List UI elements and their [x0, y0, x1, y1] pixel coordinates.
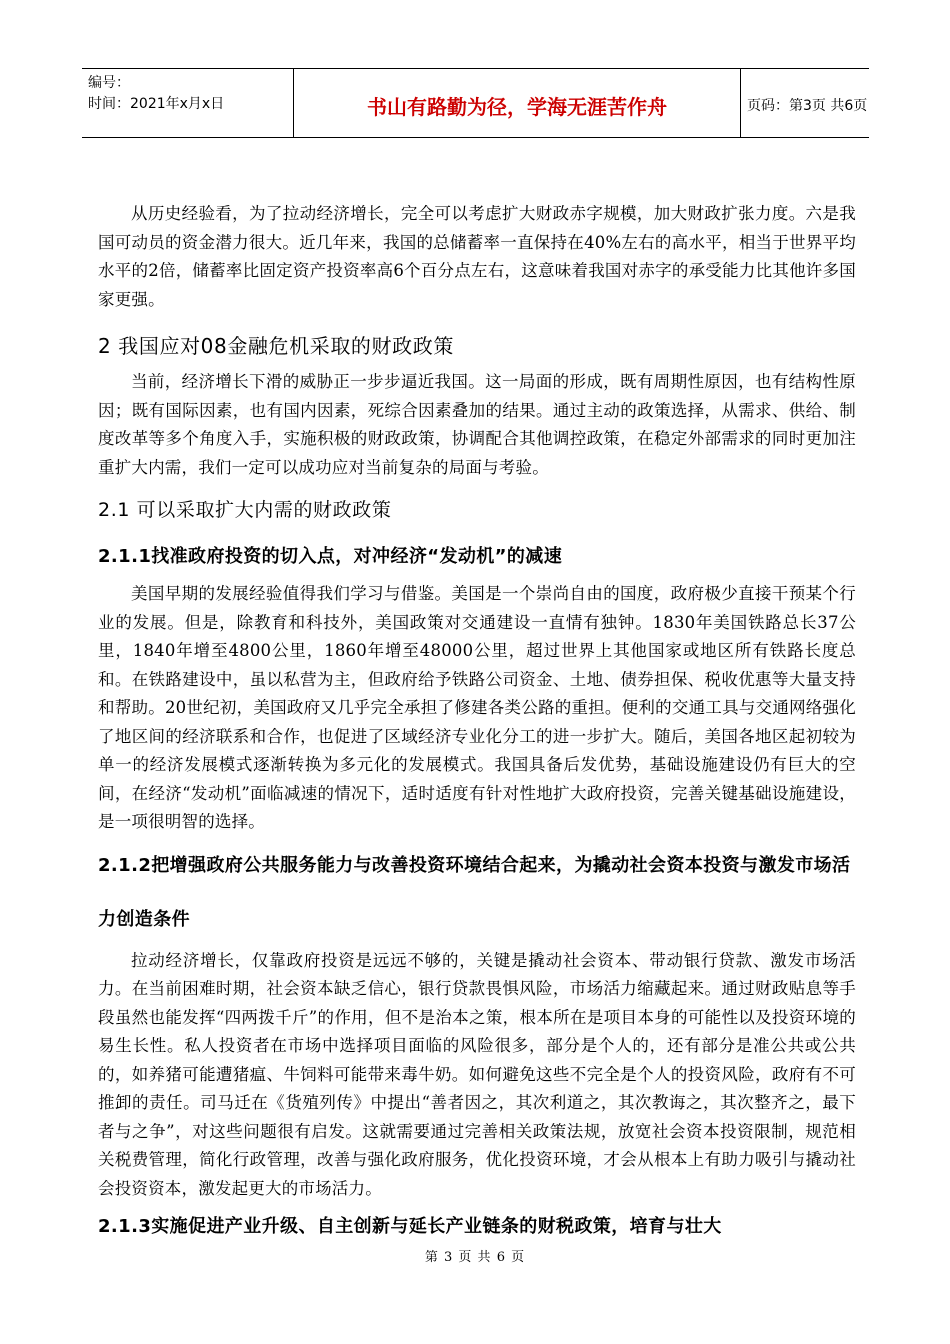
section-heading-2-1-2: 2.1.2把增强政府公共服务能力与改善投资环境结合起来，为撬动社会资本投资与激发市场活力创造条件 [98, 854, 851, 930]
section-heading-2-1-3: 2.1.3实施促进产业升级、自主创新与延长产业链条的财税政策，培育与壮大 [98, 1216, 722, 1237]
header-page-label: 页码：第3页 共6页 [747, 98, 868, 114]
section-heading-2-1-1: 2.1.1找准政府投资的切入点，对冲经济“发动机”的减速 [98, 546, 563, 567]
document-number-label: 编号： [88, 75, 130, 91]
document-body [98, 200, 856, 1251]
section-heading-2: 2 我国应对08金融危机采取的财政政策 [98, 334, 454, 358]
section-heading-2-1: 2.1 可以采取扩大内需的财政政策 [98, 499, 392, 521]
footer-page-number: 第 3 页 共 6 页 [424, 1250, 526, 1265]
paragraph-social-capital: 拉动经济增长，仅靠政府投资是远远不够的，关键是撬动社会资本、带动银行贷款、激发市场活力。在当前困难时期，社会资本缺乏信心，银行贷款畏惧风险，市场活力缩藏起来。通过财政贴息等手段虽然也能发挥“四两拨千斤”的作用，但不是治本之策，根本所在是项目本身的可能性以及投资环境的易生长性。私人投资者在市场中选择项目面临的风险很多，部分是个人的，还有部分是准公共或公共的，如养猪可能遭猪瘟、牛饲料可能带来毒牛奶。如何避免这些不完全是个人的投资风险，政府有不可推卸的责任。司马迁在《货殖列传》中提出“善者因之，其次利道之，其次教诲之，其次整齐之，最下者与之争”，对这些问题很有启发。这就需要通过完善相关政策法规，放宽社会资本投资限制，规范相关税费管理，简化行政管理，改善与强化政府服务，优化投资环境，才会从根本上有助力吸引与撬动社会投资资本，激发起更大的市场活力。 [98, 950, 856, 1198]
header-motto-cell [294, 69, 741, 137]
page-header [82, 68, 869, 138]
page-footer [0, 1246, 950, 1265]
document-time-label: 时间：2021年x月x日 [88, 96, 225, 112]
header-page-cell [741, 69, 869, 137]
paragraph-us-experience: 美国早期的发展经验值得我们学习与借鉴。美国是一个崇尚自由的国度，政府极少直接干预某个行业的发展。但是，除教育和科技外，美国政策对交通建设一直情有独钟。1830年美国铁路总长37公里，1840年增至4800公里，1860年增至48000公里，超过世界上其他国家或地区所有铁路长度总和。在铁路建设中，虽以私营为主，但政府给予铁路公司资金、土地、债券担保、税收优惠等大量支持和帮助。20世纪初，美国政府又几乎完全承担了修建各类公路的重担。便利的交通工具与交通网络强化了地区间的经济联系和合作，也促进了区域经济专业化分工的进一步扩大。随后，美国各地区起初较为单一的经济发展模式逐渐转换为多元化的发展模式。我国具备后发优势，基础设施建设仍有巨大的空间，在经济“发动机”面临减速的情况下，适时适度有针对性地扩大政府投资，完善关键基础设施建设，是一项很明智的选择。 [98, 584, 856, 831]
header-meta-cell [82, 69, 294, 137]
header-motto: 书山有路勤为径，学海无涯苦作舟 [367, 94, 667, 119]
paragraph-current-situation: 当前，经济增长下滑的威胁正一步步逼近我国。这一局面的形成，既有周期性原因，也有结构性原因；既有国际因素，也有国内因素，死综合因素叠加的结果。通过主动的政策选择，从需求、供给、制度改革等多个角度入手，实施积极的财政政策，协调配合其他调控政策，在稳定外部需求的同时更加注重扩大内需，我们一定可以成功应对当前复杂的局面与考验。 [98, 372, 856, 477]
paragraph-deficit-capacity: 从历史经验看，为了拉动经济增长，完全可以考虑扩大财政赤字规模，加大财政扩张力度。六是我国可动员的资金潜力很大。近几年来，我国的总储蓄率一直保持在40%左右的高水平，相当于世界平均水平的2倍，储蓄率比固定资产投资率高6个百分点左右，这意味着我国对赤字的承受能力比其他许多国家更强。 [98, 204, 856, 309]
